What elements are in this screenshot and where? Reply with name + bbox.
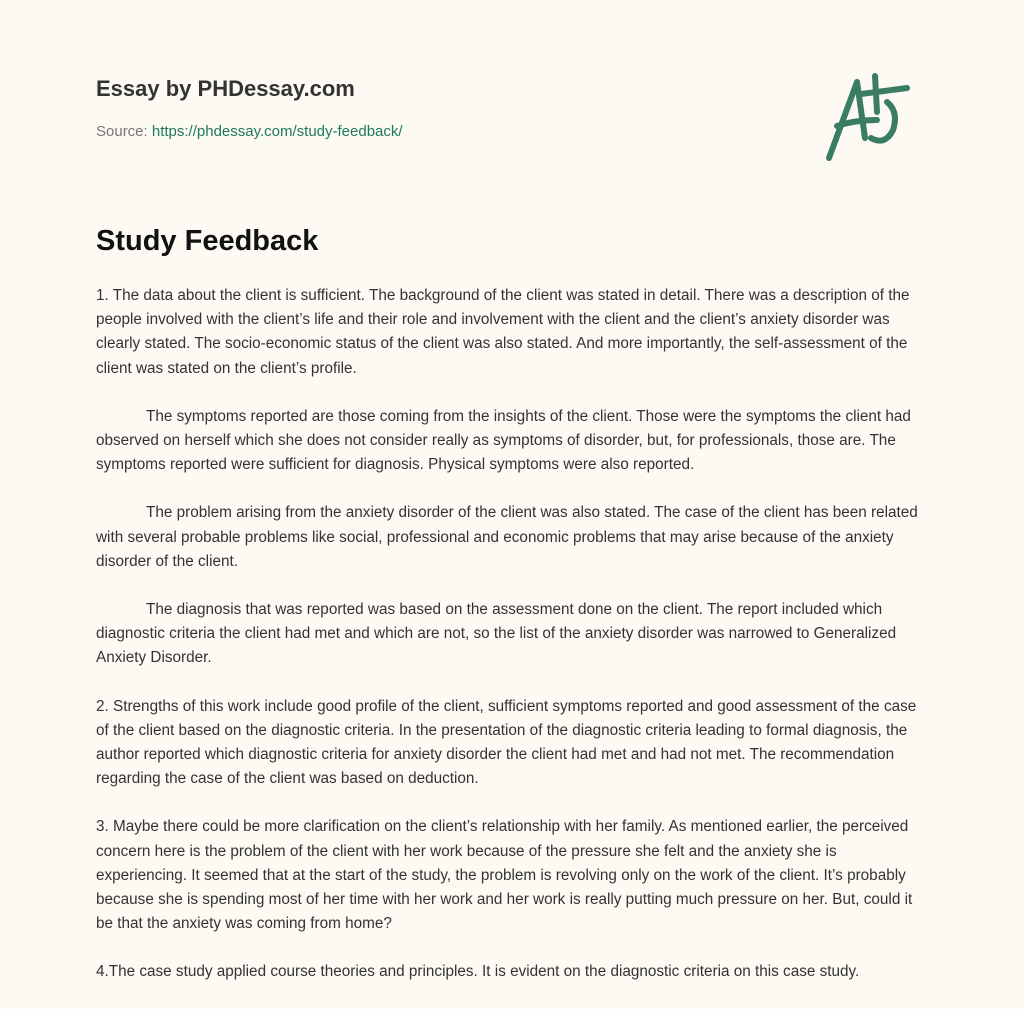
essay-body bbox=[96, 284, 930, 1009]
source-line bbox=[96, 123, 403, 140]
source-link[interactable]: https://phdessay.com/study-feedback/ bbox=[151, 123, 403, 140]
source-label: Source: bbox=[96, 123, 148, 140]
paragraph: 1. The data about the client is sufficient. The background of the client was stated in detail. There was a description of the people involved with the client’s life and their role and involvement with the client and the client’s anxiety disorder was clearly stated. The socio-economic status of the client was also stated. And more importantly, the self-assessment of the client was stated on the client’s profile. bbox=[96, 287, 910, 377]
essay-title: Study Feedback bbox=[96, 225, 319, 257]
paragraph: 4.The case study applied course theories and principles. It is evident on the diagnostic criteria on this case study. bbox=[96, 963, 860, 981]
site-brand: Essay by PHDessay.com bbox=[96, 76, 355, 101]
paragraph: 3. Maybe there could be more clarification on the client’s relationship with her family. As mentioned earlier, the perceived concern here is the problem of the client with her work because of the pressure she felt and the anxiety she is experiencing. It seemed that at the start of the study, the problem is revolving only on the work of the client. It’s probably because she is spending most of her time with her work and her work is really putting much pressure on her. But, could it be that the anxiety was coming from home? bbox=[96, 818, 913, 933]
paragraph: The problem arising from the anxiety disorder of the client was also stated. The case of the client has been related with several probable problems like social, professional and economic problems that may arise because of the anxiety disorder of the client. bbox=[96, 504, 918, 570]
paragraph: The diagnosis that was reported was based on the assessment done on the client. The report included which diagnostic criteria the client had met and which are not, so the list of the anxiety disorder was narrowed to Generalized Anxiety Disorder. bbox=[96, 601, 897, 667]
a-plus-logo-icon bbox=[815, 68, 935, 168]
paragraph: The symptoms reported are those coming from the insights of the client. Those were the symptoms the client had observed on herself which she does not consider really as symptoms of disorder, but, for professionals, those are. The symptoms reported were sufficient for diagnosis. Physical symptoms were also reported. bbox=[96, 407, 911, 474]
paragraph: 2. Strengths of this work include good profile of the client, sufficient symptoms reported and good assessment of the case of the client based on the diagnostic criteria. In the presentation of the diagnostic criteria leading to formal diagnosis, the author reported which diagnostic criteria for anxiety disorder the client had met and had not met. The recommendation regarding the case of the client was based on deduction. bbox=[96, 697, 917, 788]
